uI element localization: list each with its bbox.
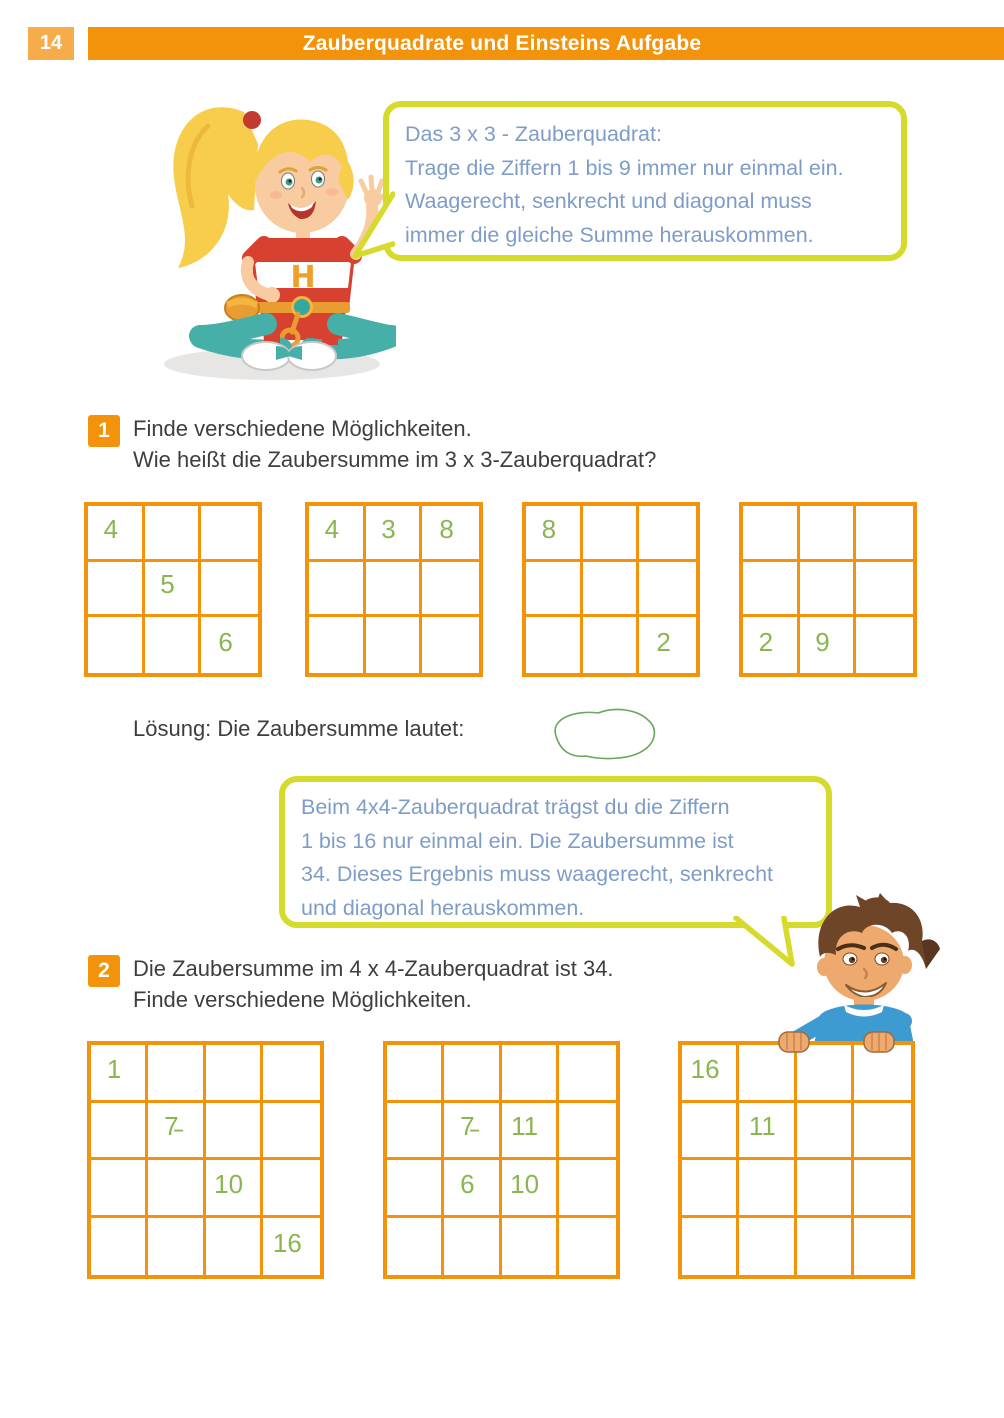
grid-cell[interactable] <box>526 562 583 618</box>
cell-value: 11 <box>748 1111 776 1142</box>
grid-cell[interactable] <box>856 506 913 562</box>
grid-cell[interactable] <box>263 1103 320 1161</box>
grid-cell[interactable] <box>743 506 800 562</box>
grid-cell[interactable] <box>739 1103 796 1161</box>
grid-cell[interactable] <box>800 506 857 562</box>
grid-cell[interactable] <box>502 1160 559 1218</box>
grid-cell[interactable] <box>583 506 640 562</box>
grid-cell[interactable] <box>797 1218 854 1276</box>
cell-value: 2 <box>656 626 671 657</box>
grid-cell[interactable] <box>148 1103 205 1161</box>
task2-line1: Die Zaubersumme im 4 x 4-Zauberquadrat ist 34. <box>133 956 614 981</box>
task2-number-badge: 2 <box>88 955 120 987</box>
grid-cell[interactable] <box>797 1103 854 1161</box>
grid-cell[interactable] <box>682 1218 739 1276</box>
magic-grid-4x4-1 <box>87 1041 324 1279</box>
grid-cell[interactable] <box>559 1045 616 1103</box>
bubble1-line: Waagerecht, senkrecht und diagonal muss <box>405 189 812 213</box>
cell-value: 7̵ <box>460 1111 475 1142</box>
grid-cell[interactable] <box>148 1218 205 1276</box>
grid-cell[interactable] <box>743 617 800 673</box>
grid-cell[interactable] <box>309 506 366 562</box>
grid-cell[interactable] <box>422 562 479 618</box>
magic-grid-3x3-2 <box>305 502 483 677</box>
grid-cell[interactable] <box>387 1160 444 1218</box>
grid-cell[interactable] <box>422 617 479 673</box>
grid-cell[interactable] <box>854 1218 911 1276</box>
grid-cell[interactable] <box>502 1218 559 1276</box>
grid-cell[interactable] <box>309 617 366 673</box>
grid-cell[interactable] <box>88 562 145 618</box>
grid-cell[interactable] <box>201 562 258 618</box>
grid-cell[interactable] <box>148 1045 205 1103</box>
cell-value: 11 <box>511 1111 539 1142</box>
grid-cell[interactable] <box>526 617 583 673</box>
magic-grid-4x4-3 <box>678 1041 915 1279</box>
grid-cell[interactable] <box>526 506 583 562</box>
grid-cell[interactable] <box>800 562 857 618</box>
magic-grid-3x3-3 <box>522 502 700 677</box>
grid-cell[interactable] <box>148 1160 205 1218</box>
boy-hands <box>772 1026 968 1056</box>
solution-label: Lösung: Die Zaubersumme lautet: <box>133 716 465 741</box>
grid-cell[interactable] <box>502 1045 559 1103</box>
bubble2-tail <box>728 916 802 968</box>
grid-cell[interactable] <box>145 617 202 673</box>
grid-cell[interactable] <box>559 1218 616 1276</box>
grid-cell[interactable] <box>91 1103 148 1161</box>
magic-grid-4x4-2 <box>383 1041 620 1279</box>
girl-shirt-letter: H <box>290 260 316 295</box>
answer-blob[interactable] <box>542 702 664 766</box>
cell-value: 7̵ <box>164 1111 179 1142</box>
cell-value: 6 <box>460 1168 475 1199</box>
task2-line2: Finde verschiedene Möglichkeiten. <box>133 987 472 1012</box>
grid-cell[interactable] <box>444 1103 501 1161</box>
cell-value: 16 <box>272 1227 302 1258</box>
grid-cell[interactable] <box>444 1218 501 1276</box>
grid-cell[interactable] <box>91 1160 148 1218</box>
grid-cell[interactable] <box>366 617 423 673</box>
grid-cell[interactable] <box>444 1160 501 1218</box>
grid-cell[interactable] <box>559 1160 616 1218</box>
bubble1-line: immer die gleiche Summe herauskommen. <box>405 222 814 247</box>
bubble1-line: Trage die Ziffern 1 bis 9 immer nur einmal ein. <box>405 155 844 180</box>
bubble2-line: Beim 4x4-Zauberquadrat trägst du die Ziffern <box>301 795 730 819</box>
cell-value: 3 <box>381 513 396 544</box>
cell-value: 10 <box>214 1168 244 1199</box>
grid-cell[interactable] <box>800 617 857 673</box>
grid-cell[interactable] <box>201 506 258 562</box>
grid-cell[interactable] <box>639 617 696 673</box>
grid-cell[interactable] <box>559 1103 616 1161</box>
grid-cell[interactable] <box>739 1160 796 1218</box>
grid-cell[interactable] <box>206 1103 263 1161</box>
grid-cell[interactable] <box>91 1045 148 1103</box>
grid-cell[interactable] <box>145 562 202 618</box>
bubble1-tail <box>349 190 395 266</box>
grid-cell[interactable] <box>201 617 258 673</box>
cell-value: 10 <box>510 1168 540 1199</box>
grid-cell[interactable] <box>366 562 423 618</box>
grid-cell[interactable] <box>91 1218 148 1276</box>
magic-grid-3x3-4 <box>739 502 917 677</box>
grid-cell[interactable] <box>387 1045 444 1103</box>
grid-cell[interactable] <box>263 1218 320 1276</box>
bubble2-line: 34. Dieses Ergebnis muss waagerecht, senkrecht <box>301 862 774 886</box>
grid-cell[interactable] <box>502 1103 559 1161</box>
cell-value: 8 <box>439 513 454 544</box>
task1-number-badge: 1 <box>88 415 120 447</box>
speech-bubble-1 <box>383 101 907 261</box>
grid-cell[interactable] <box>854 1103 911 1161</box>
cell-value: 4 <box>103 513 119 544</box>
grid-cell[interactable] <box>583 562 640 618</box>
grid-cell[interactable] <box>309 562 366 618</box>
grid-cell[interactable] <box>639 506 696 562</box>
grid-cell[interactable] <box>88 506 145 562</box>
cell-value: 16 <box>690 1053 720 1084</box>
cell-value: 2 <box>758 626 774 657</box>
grid-cell[interactable] <box>743 562 800 618</box>
page-title: Zauberquadrate und Einsteins Aufgabe <box>302 31 702 55</box>
cell-value: 9 <box>815 626 830 657</box>
grid-cell[interactable] <box>263 1160 320 1218</box>
grid-cell[interactable] <box>682 1160 739 1218</box>
task1-line1: Finde verschiedene Möglichkeiten. <box>133 416 472 441</box>
grid-cell[interactable] <box>739 1218 796 1276</box>
grid-cell[interactable] <box>444 1045 501 1103</box>
magic-grid-3x3-1 <box>84 502 262 677</box>
bubble2-line: 1 bis 16 nur einmal ein. Die Zaubersumme ist <box>301 828 734 853</box>
bubble2-line: und diagonal herauskommen. <box>301 895 585 920</box>
bubble1-line: Das 3 x 3 - Zauberquadrat: <box>405 122 662 146</box>
task1-line2: Wie heißt die Zaubersumme im 3 x 3-Zauberquadrat? <box>133 447 657 472</box>
cell-value: 5 <box>160 569 175 600</box>
grid-cell[interactable] <box>206 1160 263 1218</box>
grid-cell[interactable] <box>88 617 145 673</box>
task1-text <box>133 413 656 475</box>
grid-cell[interactable] <box>206 1218 263 1276</box>
grid-cell[interactable] <box>797 1160 854 1218</box>
grid-cell[interactable] <box>856 617 913 673</box>
grid-cell[interactable] <box>387 1103 444 1161</box>
grid-cell[interactable] <box>854 1160 911 1218</box>
grid-cell[interactable] <box>639 562 696 618</box>
cell-value: 4 <box>324 513 340 544</box>
cell-value: 1 <box>106 1053 122 1084</box>
grid-cell[interactable] <box>856 562 913 618</box>
grid-cell[interactable] <box>387 1218 444 1276</box>
grid-cell[interactable] <box>206 1045 263 1103</box>
speech-bubble-2 <box>279 776 832 928</box>
page-number: 14 <box>28 27 74 60</box>
grid-cell[interactable] <box>422 506 479 562</box>
grid-cell[interactable] <box>583 617 640 673</box>
grid-cell[interactable] <box>682 1103 739 1161</box>
task2-text <box>133 953 614 1015</box>
cell-value: 8 <box>541 513 557 544</box>
grid-cell[interactable] <box>366 506 423 562</box>
grid-cell[interactable] <box>145 506 202 562</box>
grid-cell[interactable] <box>263 1045 320 1103</box>
grid-cell[interactable] <box>682 1045 739 1103</box>
cell-value: 6 <box>218 626 233 657</box>
